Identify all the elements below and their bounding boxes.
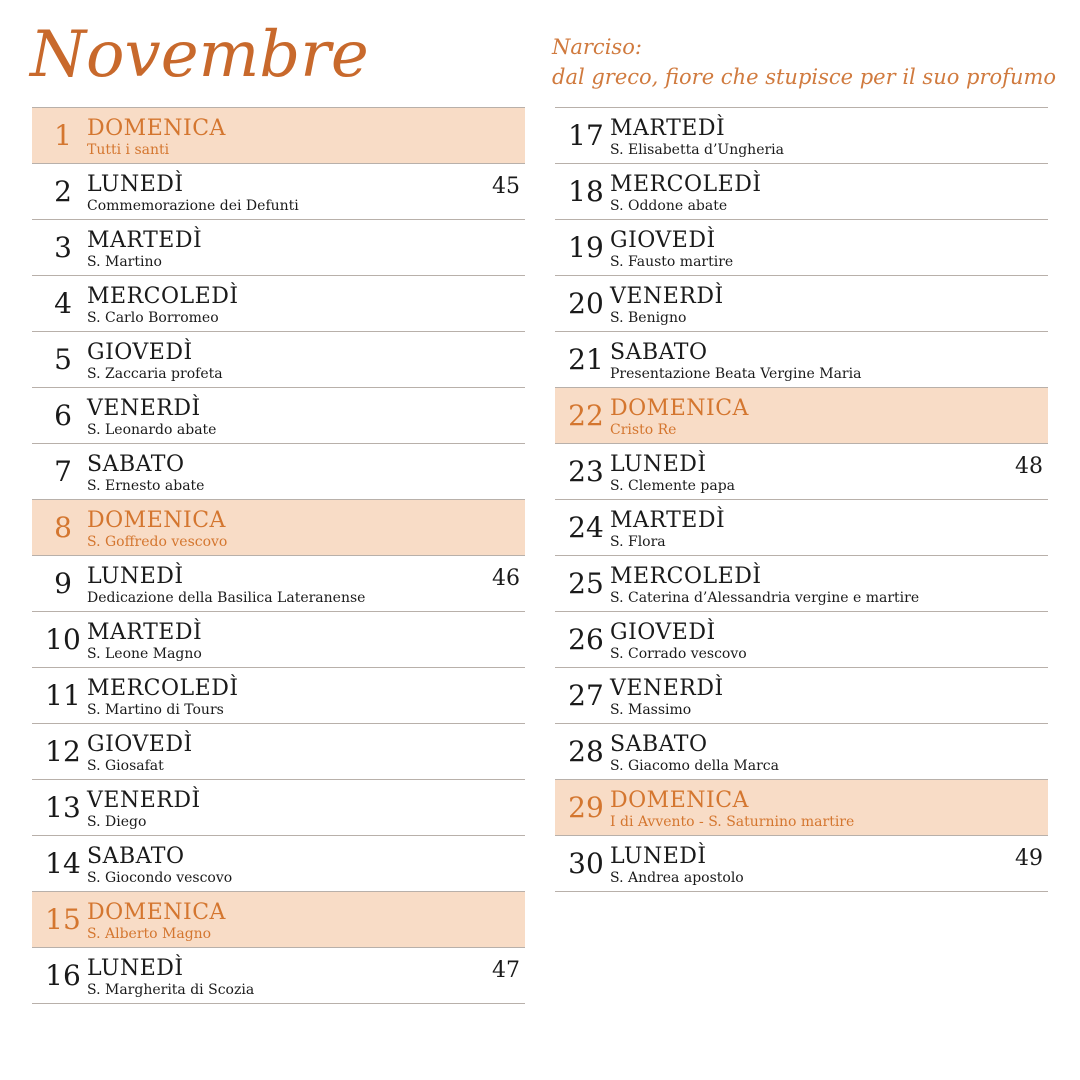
saint-name: S. Fausto martire [610, 254, 734, 270]
saint-name: S. Giocondo vescovo [87, 870, 233, 886]
day-number: 24 [568, 511, 604, 544]
calendar-row [555, 667, 1048, 723]
saint-name: S. Caterina d’Alessandria vergine e martire [610, 590, 920, 606]
day-number: 26 [568, 623, 604, 656]
calendar-row [555, 499, 1048, 555]
calendar-row [555, 163, 1048, 219]
saint-name: S. Corrado vescovo [610, 646, 747, 662]
calendar-row-sunday [32, 107, 525, 163]
day-number: 9 [54, 567, 72, 600]
saint-name: S. Giosafat [87, 758, 164, 774]
calendar-row [32, 275, 525, 331]
day-number: 5 [54, 343, 72, 376]
day-number: 23 [568, 455, 604, 488]
day-number: 19 [568, 231, 604, 264]
weekday-label: LUNEDÌ [87, 956, 184, 981]
calendar-row [32, 667, 525, 723]
saint-name: Cristo Re [610, 422, 677, 438]
day-number: 20 [568, 287, 604, 320]
saint-name: Presentazione Beata Vergine Maria [610, 366, 862, 382]
saint-name: Dedicazione della Basilica Lateranense [87, 590, 366, 606]
calendar-row-sunday [32, 891, 525, 947]
weekday-label: GIOVEDÌ [610, 620, 716, 645]
day-number: 15 [45, 903, 81, 936]
saint-name: S. Martino [87, 254, 162, 270]
saint-name: S. Alberto Magno [87, 926, 212, 942]
day-number: 30 [568, 847, 604, 880]
calendar-row-sunday [32, 499, 525, 555]
calendar-row [555, 219, 1048, 275]
calendar-row [32, 387, 525, 443]
weekday-label: VENERDÌ [610, 284, 724, 309]
weekday-label: VENERDÌ [87, 788, 201, 813]
saint-name: S. Zaccaria profeta [87, 366, 223, 382]
calendar-row-sunday [555, 387, 1048, 443]
week-number: 45 [492, 174, 520, 199]
weekday-label: LUNEDÌ [87, 564, 184, 589]
calendar-row [32, 947, 525, 1004]
saint-name: S. Clemente papa [610, 478, 736, 494]
weekday-label: MERCOLEDÌ [610, 172, 762, 197]
calendar-row [32, 779, 525, 835]
calendar-row [32, 555, 525, 611]
weekday-label: DOMENICA [87, 900, 226, 925]
calendar-row [555, 723, 1048, 779]
saint-name: S. Martino di Tours [87, 702, 224, 718]
calendar-row [555, 443, 1048, 499]
day-number: 6 [54, 399, 72, 432]
calendar-row [555, 555, 1048, 611]
weekday-label: SABATO [610, 340, 708, 365]
weekday-label: DOMENICA [87, 508, 226, 533]
calendar-column-left [32, 107, 525, 1004]
calendar-row [32, 331, 525, 387]
weekday-label: GIOVEDÌ [87, 732, 193, 757]
week-number: 46 [492, 566, 520, 591]
flower-name: Narciso: [552, 35, 642, 59]
calendar-row [555, 611, 1048, 667]
weekday-label: LUNEDÌ [610, 452, 707, 477]
weekday-label: MERCOLEDÌ [87, 676, 239, 701]
day-number: 27 [568, 679, 604, 712]
saint-name: S. Carlo Borromeo [87, 310, 219, 326]
day-number: 3 [54, 231, 72, 264]
weekday-label: LUNEDÌ [610, 844, 707, 869]
day-number: 13 [45, 791, 81, 824]
calendar-row [555, 835, 1048, 892]
weekday-label: SABATO [610, 732, 708, 757]
calendar-row-sunday [555, 779, 1048, 835]
calendar-row [555, 107, 1048, 163]
saint-name: I di Avvento - S. Saturnino martire [610, 814, 855, 830]
day-number: 7 [54, 455, 72, 488]
weekday-label: MARTEDÌ [610, 508, 726, 533]
saint-name: S. Goffredo vescovo [87, 534, 228, 550]
calendar-row [32, 611, 525, 667]
day-number: 10 [45, 623, 81, 656]
calendar-row [555, 331, 1048, 387]
weekday-label: MARTEDÌ [610, 116, 726, 141]
day-number: 16 [45, 959, 81, 992]
calendar-row [32, 443, 525, 499]
saint-name: S. Ernesto abate [87, 478, 205, 494]
weekday-label: MARTEDÌ [87, 620, 203, 645]
day-number: 21 [568, 343, 604, 376]
day-number: 22 [568, 399, 604, 432]
saint-name: S. Andrea apostolo [610, 870, 744, 886]
saint-name: S. Flora [610, 534, 666, 550]
weekday-label: MERCOLEDÌ [610, 564, 762, 589]
day-number: 25 [568, 567, 604, 600]
calendar-row [32, 163, 525, 219]
weekday-label: VENERDÌ [87, 396, 201, 421]
weekday-label: MERCOLEDÌ [87, 284, 239, 309]
day-number: 2 [54, 175, 72, 208]
day-number: 18 [568, 175, 604, 208]
saint-name: S. Massimo [610, 702, 692, 718]
saint-name: S. Margherita di Scozia [87, 982, 255, 998]
saint-name: S. Leonardo abate [87, 422, 217, 438]
calendar-row [555, 275, 1048, 331]
day-number: 4 [54, 287, 72, 320]
day-number: 29 [568, 791, 604, 824]
week-number: 48 [1015, 454, 1043, 479]
saint-name: Commemorazione dei Defunti [87, 198, 299, 214]
saint-name: S. Giacomo della Marca [610, 758, 779, 774]
saint-name: S. Benigno [610, 310, 687, 326]
saint-name: Tutti i santi [87, 142, 170, 158]
saint-name: S. Oddone abate [610, 198, 728, 214]
weekday-label: VENERDÌ [610, 676, 724, 701]
weekday-label: SABATO [87, 844, 185, 869]
saint-name: S. Diego [87, 814, 147, 830]
week-number: 47 [492, 958, 520, 983]
weekday-label: DOMENICA [610, 788, 749, 813]
calendar-row [32, 219, 525, 275]
saint-name: S. Elisabetta d’Ungheria [610, 142, 785, 158]
flower-motto [552, 32, 1056, 92]
day-number: 28 [568, 735, 604, 768]
day-number: 8 [54, 511, 72, 544]
weekday-label: GIOVEDÌ [87, 340, 193, 365]
calendar-column-right [555, 107, 1048, 892]
day-number: 11 [45, 679, 81, 712]
calendar-row [32, 835, 525, 891]
day-number: 14 [45, 847, 81, 880]
month-title: Novembre [30, 18, 369, 92]
flower-description: dal greco, fiore che stupisce per il suo profumo [552, 65, 1057, 89]
day-number: 17 [568, 119, 604, 152]
weekday-label: DOMENICA [610, 396, 749, 421]
day-number: 12 [45, 735, 81, 768]
saint-name: S. Leone Magno [87, 646, 202, 662]
weekday-label: GIOVEDÌ [610, 228, 716, 253]
week-number: 49 [1015, 846, 1043, 871]
weekday-label: LUNEDÌ [87, 172, 184, 197]
day-number: 1 [54, 119, 72, 152]
weekday-label: SABATO [87, 452, 185, 477]
calendar-row [32, 723, 525, 779]
weekday-label: MARTEDÌ [87, 228, 203, 253]
weekday-label: DOMENICA [87, 116, 226, 141]
